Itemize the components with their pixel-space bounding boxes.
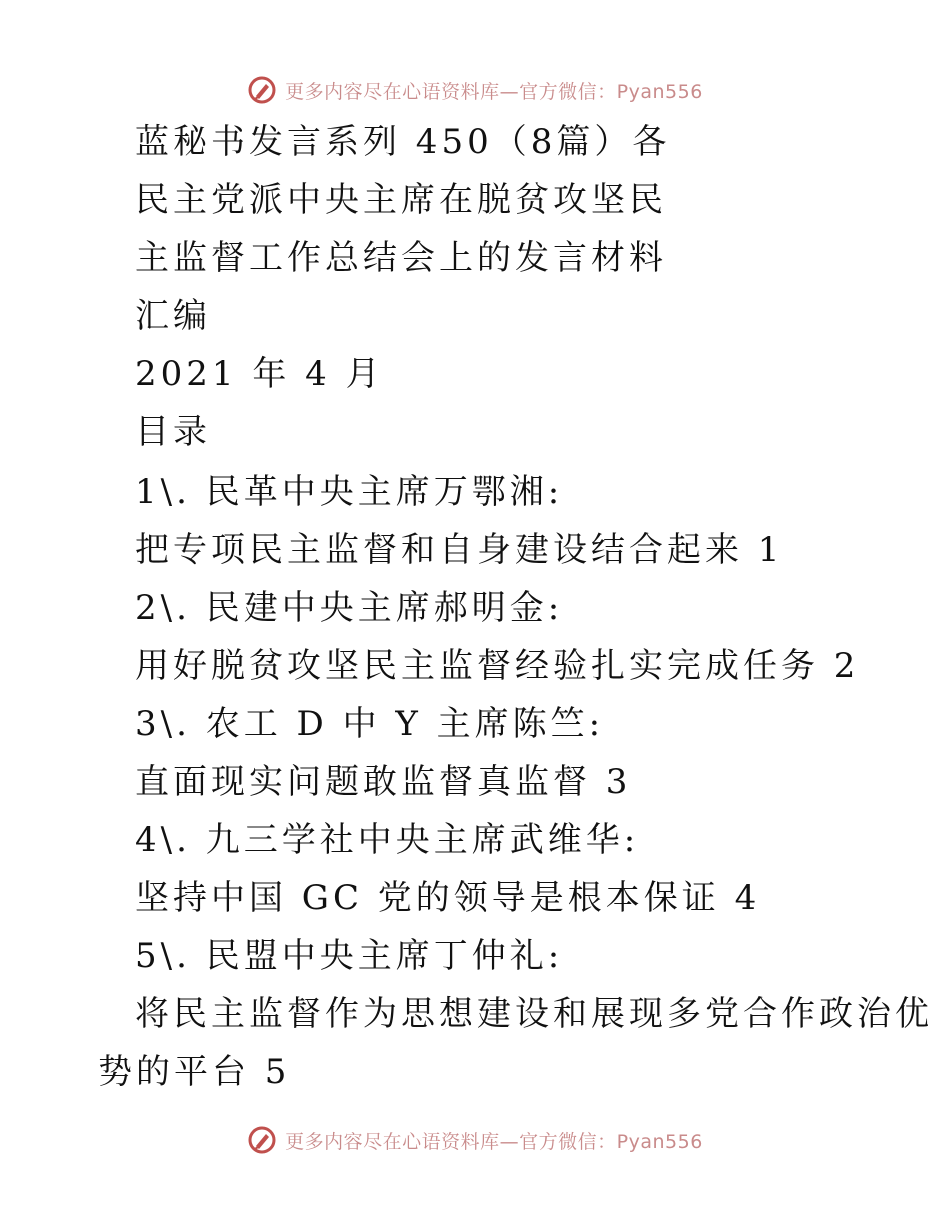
document-date: 2021 年 4 月 <box>135 354 384 394</box>
toc-entry-1-author: 1\. 民革中央主席万鄂湘: <box>135 472 564 512</box>
title-line-4: 汇编 <box>135 296 211 336</box>
title-line-1: 蓝秘书发言系列 450（8篇）各 <box>135 122 671 162</box>
pen-nib-logo-icon <box>247 1125 277 1155</box>
toc-entry-5-title: 将民主监督作为思想建设和展现多党合作政治优 <box>135 994 933 1034</box>
toc-entry-3-author: 3\. 农工 D 中 Y 主席陈竺: <box>135 704 605 744</box>
title-line-2: 民主党派中央主席在脱贫攻坚民 <box>135 180 667 220</box>
toc-entry-5-author: 5\. 民盟中央主席丁仲礼: <box>135 936 564 976</box>
toc-entry-2-author: 2\. 民建中央主席郝明金: <box>135 588 564 628</box>
watermark-text: 更多内容尽在心语资料库—官方微信：Pyan556 <box>285 1130 703 1153</box>
toc-entry-1-title: 把专项民主监督和自身建设结合起来 1 <box>135 530 784 570</box>
toc-entry-4-author: 4\. 九三学社中央主席武维华: <box>135 820 640 860</box>
toc-entry-4-title: 坚持中国 GC 党的领导是根本保证 4 <box>135 878 761 918</box>
watermark-text: 更多内容尽在心语资料库—官方微信：Pyan556 <box>285 80 703 103</box>
title-line-3: 主监督工作总结会上的发言材料 <box>135 238 667 278</box>
toc-entry-3-title: 直面现实问题敢监督真监督 3 <box>135 762 632 802</box>
toc-entry-5-title-continued: 势的平台 5 <box>98 1052 291 1092</box>
toc-heading: 目录 <box>135 412 211 452</box>
toc-entry-2-title: 用好脱贫攻坚民主监督经验扎实完成任务 2 <box>135 646 860 686</box>
footer-watermark-banner <box>0 1120 950 1160</box>
header-watermark-banner <box>0 70 950 110</box>
pen-nib-logo-icon <box>247 75 277 105</box>
